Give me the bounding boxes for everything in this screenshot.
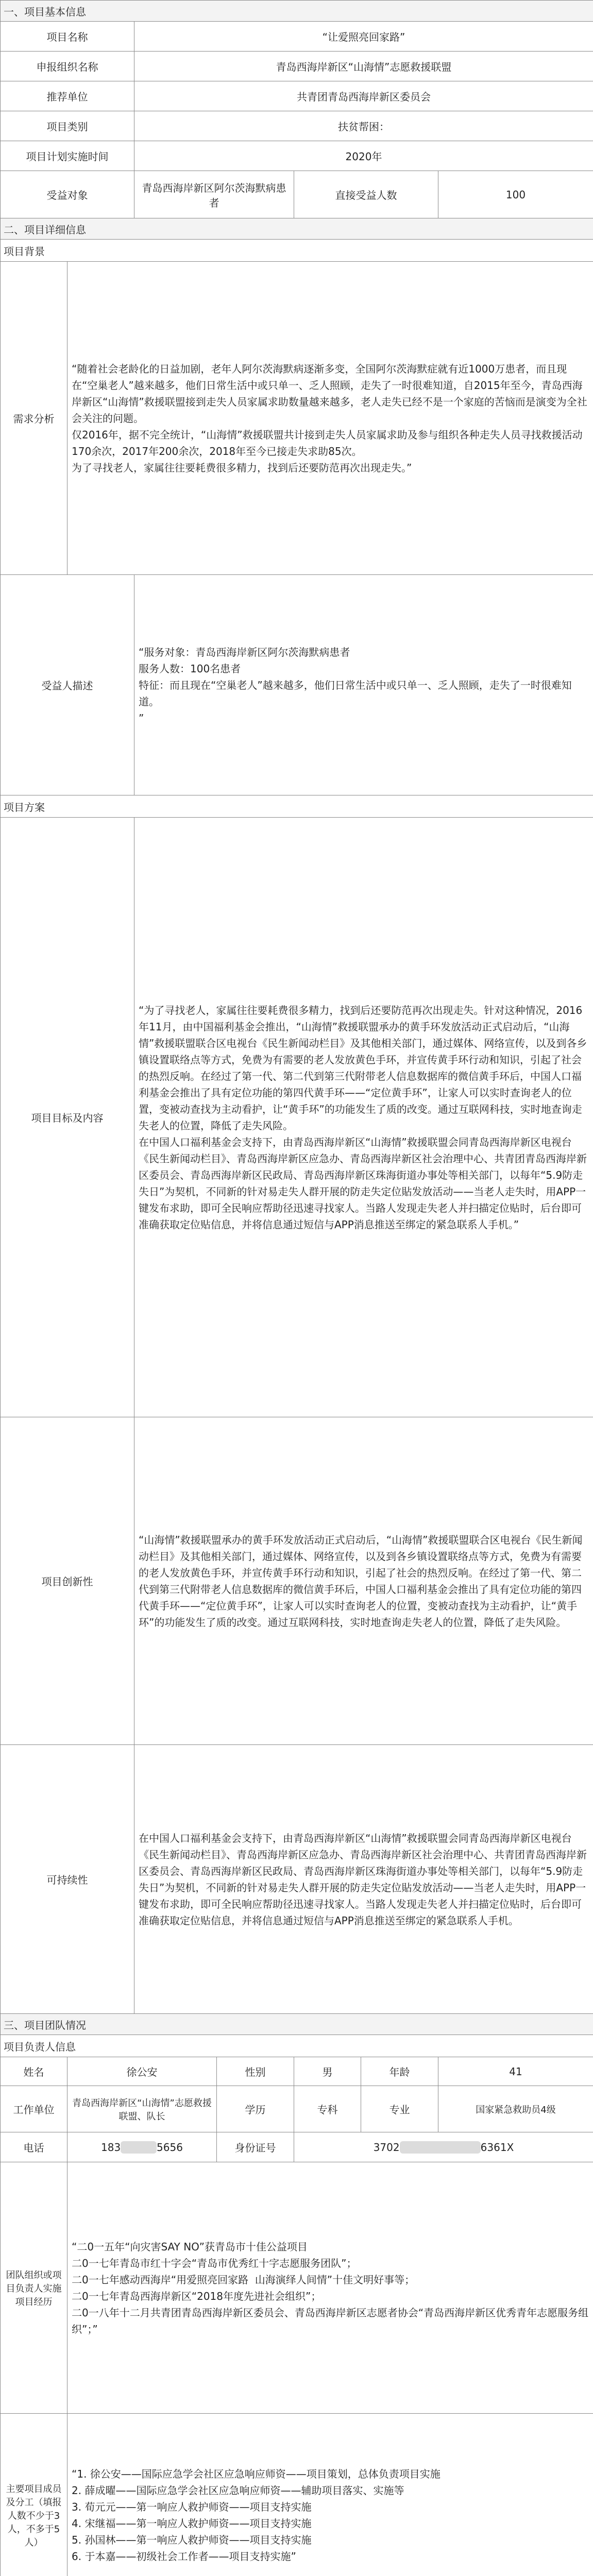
category-value: 扶贫帮困：	[134, 111, 593, 141]
applicant-value: 青岛西海岸新区“山海情”志愿救援联盟	[134, 52, 593, 81]
gender-value: 男	[294, 2057, 361, 2086]
work-value: 青岛西海岸新区“山海情”志愿救援联盟、队长	[67, 2086, 217, 2132]
section-basic-title: 一、项目基本信息	[1, 1, 593, 22]
project-name-label: 项目名称	[1, 22, 134, 52]
id-suffix: 6361X	[480, 2141, 514, 2154]
members-label: 主要项目成员及分工（填报人数不少于3人，不多于5人）	[1, 2414, 67, 2576]
goal-text: “为了寻找老人，家属往往要耗费很多精力，找到后还要防范再次出现走失。针对这种情况，2016年11月，由中国福利基金会推出，“山海情”救援联盟承办的黄手环发放活动正式启动后，“山海情”救援联盟联合区电视台《民生新闻动栏目》及其他相关部门，通过媒体、网络宣传，以及到各乡镇设置联络点等方式，免费为有需要的老人发放黄色手环，并宣传黄手环行动和知识，引起了社会的热烈反响。在经过了第一代、第二代到第三代附带老人信息数据库的微信黄手环后，中国人口福利基金会推出了具有定位功能的第四代黄手环——“定位黄手环”，让家人可以实时查询老人的位置，变被动查找为主动看护，让“黄手环”的功能发生了质的改变。通过互联网科技，实时地查询走失老人的位置，降低了走失风险。 在中国人口福利基金会支持下，由青岛西海岸新区“山海情”救援联盟会同青岛西海岸新区电视台《民生新闻动栏目》、青岛西海岸新区应急办、青岛西海岸新区社会治理中心、共青团青岛西海岸新区委员会、青岛西海岸新区民政局、青岛西海岸新区珠海街道办事处等相关部门，以每年“5.9防走失日”为契机，不同新的针对易走失人群开展的防走失定位貼发放活动——当老人走失时，用APP一键发布求助，即可全民响应帮助径迅速寻找家人。当路人发现走失老人并扫描定位贴时，后台即可准确获取定位贴信息，并将信息通过短信与APP消息推送至绑定的紧急联系人手机。”	[134, 818, 593, 1417]
name-value: 徐公安	[67, 2057, 217, 2086]
id-value	[294, 2132, 593, 2162]
goal-label: 项目目标及内容	[1, 818, 134, 1417]
leader-heading: 项目负责人信息	[1, 2035, 593, 2057]
beneficiary-desc-label: 受益人描述	[1, 575, 134, 795]
edu-label: 学历	[217, 2086, 294, 2132]
need-analysis-label: 需求分析	[1, 262, 67, 575]
id-prefix: 3702	[373, 2141, 400, 2154]
phone-suffix: 5656	[157, 2141, 183, 2154]
phone-label: 电话	[1, 2132, 67, 2162]
period-label: 项目计划实施时间	[1, 141, 134, 171]
applicant-label: 申报组织名称	[1, 52, 134, 81]
name-label: 姓名	[1, 2057, 67, 2086]
edu-value: 专科	[294, 2086, 361, 2132]
innovation-label: 项目创新性	[1, 1417, 134, 1745]
category-label: 项目类别	[1, 111, 134, 141]
background-heading: 项目背景	[1, 240, 593, 262]
section-team-title: 三、项目团队情况	[1, 2014, 593, 2035]
honors-label: 团队组织或项目负责人实施项目经历	[1, 2162, 67, 2414]
age-value: 41	[438, 2057, 593, 2086]
id-redaction: ●●●●●●●●●	[399, 2141, 481, 2154]
period-value: 2020年	[134, 141, 593, 171]
direct-count-value: 100	[438, 171, 593, 218]
phone-redaction: ●●●●	[121, 2141, 157, 2154]
recommender-value: 共青团青岛西海岸新区委员会	[134, 81, 593, 111]
phone-value	[67, 2132, 217, 2162]
id-label: 身份证号	[217, 2132, 294, 2162]
project-name-value: “让爱照亮回家路”	[134, 22, 593, 52]
recommender-label: 推荐单位	[1, 81, 134, 111]
innovation-text: “山海情”救援联盟承办的黄手环发放活动正式启动后，“山海情”救援联盟联合区电视台《民生新闻动栏目》及其他相关部门，通过媒体、网络宣传，以及到各乡镇设置联络点等方式，免费为有需要的老人发放黄色手环，并宣传黄手环行动和知识，引起了社会的热烈反响。在经过了第一代、第二代到第三代附带老人信息数据库的微信黄手环后，中国人口福利基金会推出了具有定位功能的第四代黄手环——“定位黄手环”，让家人可以实时查询老人的位置，变被动查找为主动看护，让“黄手环”的功能发生了质的改变。通过互联网科技，实时地查询走失老人的位置，降低了走失风险。	[134, 1417, 593, 1745]
work-label: 工作单位	[1, 2086, 67, 2132]
beneficiary-label: 受益对象	[1, 171, 134, 218]
major-value: 国家紧急救助员4级	[438, 2086, 593, 2132]
plan-heading: 项目方案	[1, 795, 593, 818]
sustain-text: 在中国人口福利基金会支持下，由青岛西海岸新区“山海情”救援联盟会同青岛西海岸新区电视台《民生新闻动栏目》、青岛西海岸新区应急办、青岛西海岸新区社会治理中心、共青团青岛西海岸新区委员会、青岛西海岸新区民政局、青岛西海岸新区珠海街道办事处等相关部门，以每年“5.9防走失日”为契机，不同新的针对易走失人群开展的防走失定位貼发放活动——当老人走失时，用APP一键发布求助，即可全民响应帮助径迅速寻找家人。当路人发现走失老人并扫描定位贴时，后台即可准确获取定位贴信息，并将信息通过短信与APP消息推送至绑定的紧急联系人手机。	[134, 1745, 593, 2014]
age-label: 年龄	[361, 2057, 438, 2086]
major-label: 专业	[361, 2086, 438, 2132]
sustain-label: 可持续性	[1, 1745, 134, 2014]
beneficiary-desc-text: “服务对象：青岛西海岸新区阿尔茨海默病患者 服务人数：100名患者 特征：而且现在“空巢老人”越来越多，他们日常生活中或只单一、乏人照顾，走失了一时很难知道。 ”	[134, 575, 593, 795]
need-analysis-text: “随着社会老龄化的日益加剧，老年人阿尔茨海默病逐渐多变，全国阿尔茨海默症就有近1000万患者，而且现在“空巢老人”越来越多，他们日常生活中或只单一、乏人照顾，走失了一时很难知道，自2015年至今，青岛西海岸新区“山海情”救援联盟接到走失人员家属求助数量越来越多，老人走失已经不是一个家庭的苦恼而是演变为全社会关注的问题。 仅2016年，据不完全统计，“山海情”救援联盟共计接到走失人员家属求助及参与组织各种走失人员寻找救援活动170余次，2017年200余次，2018年至今已接走失求助85次。 为了寻找老人，家属往往要耗费很多精力，找到后还要防范再次出现走失。”	[67, 262, 593, 575]
honors-text: “二0一五年“向灾害SAY NO”获青岛市十佳公益项目 二0一七年青岛市红十字会“青岛市优秀红十字志愿服务团队”； 二0一七年感动西海岸“用爱照亮回家路 山海演绎人间情”十佳文明好事等； 二0一七年青岛西海岸新区“2018年度先进社会组织”； 二0一八年十二月共青团青岛西海岸新区委员会、青岛西海岸新区志愿者协会“青岛西海岸新区优秀青年志愿服务组织”；”	[67, 2162, 593, 2414]
beneficiary-value: 青岛西海岸新区阿尔茨海默病患者	[134, 171, 294, 218]
direct-count-label: 直接受益人数	[294, 171, 438, 218]
gender-label: 性别	[217, 2057, 294, 2086]
members-text: “1. 徐公安——国际应急学会社区应急响应师资——项目策划，总体负责项目实施 2. 薛成曜——国际应急学会社区应急响应师资——辅助项目落实、实施等 3. 荀元元——第一响应人救护师资——项目支持实施 4. 宋继福——第一响应人救护师资——项目支持实施 5. 孙国林——第一响应人救护师资——项目支持实施 6. 于本嘉——初级社会工作者——项目支持实施”	[67, 2414, 593, 2576]
section-detail-title: 二、项目详细信息	[1, 218, 593, 240]
phone-prefix: 183	[101, 2141, 121, 2154]
